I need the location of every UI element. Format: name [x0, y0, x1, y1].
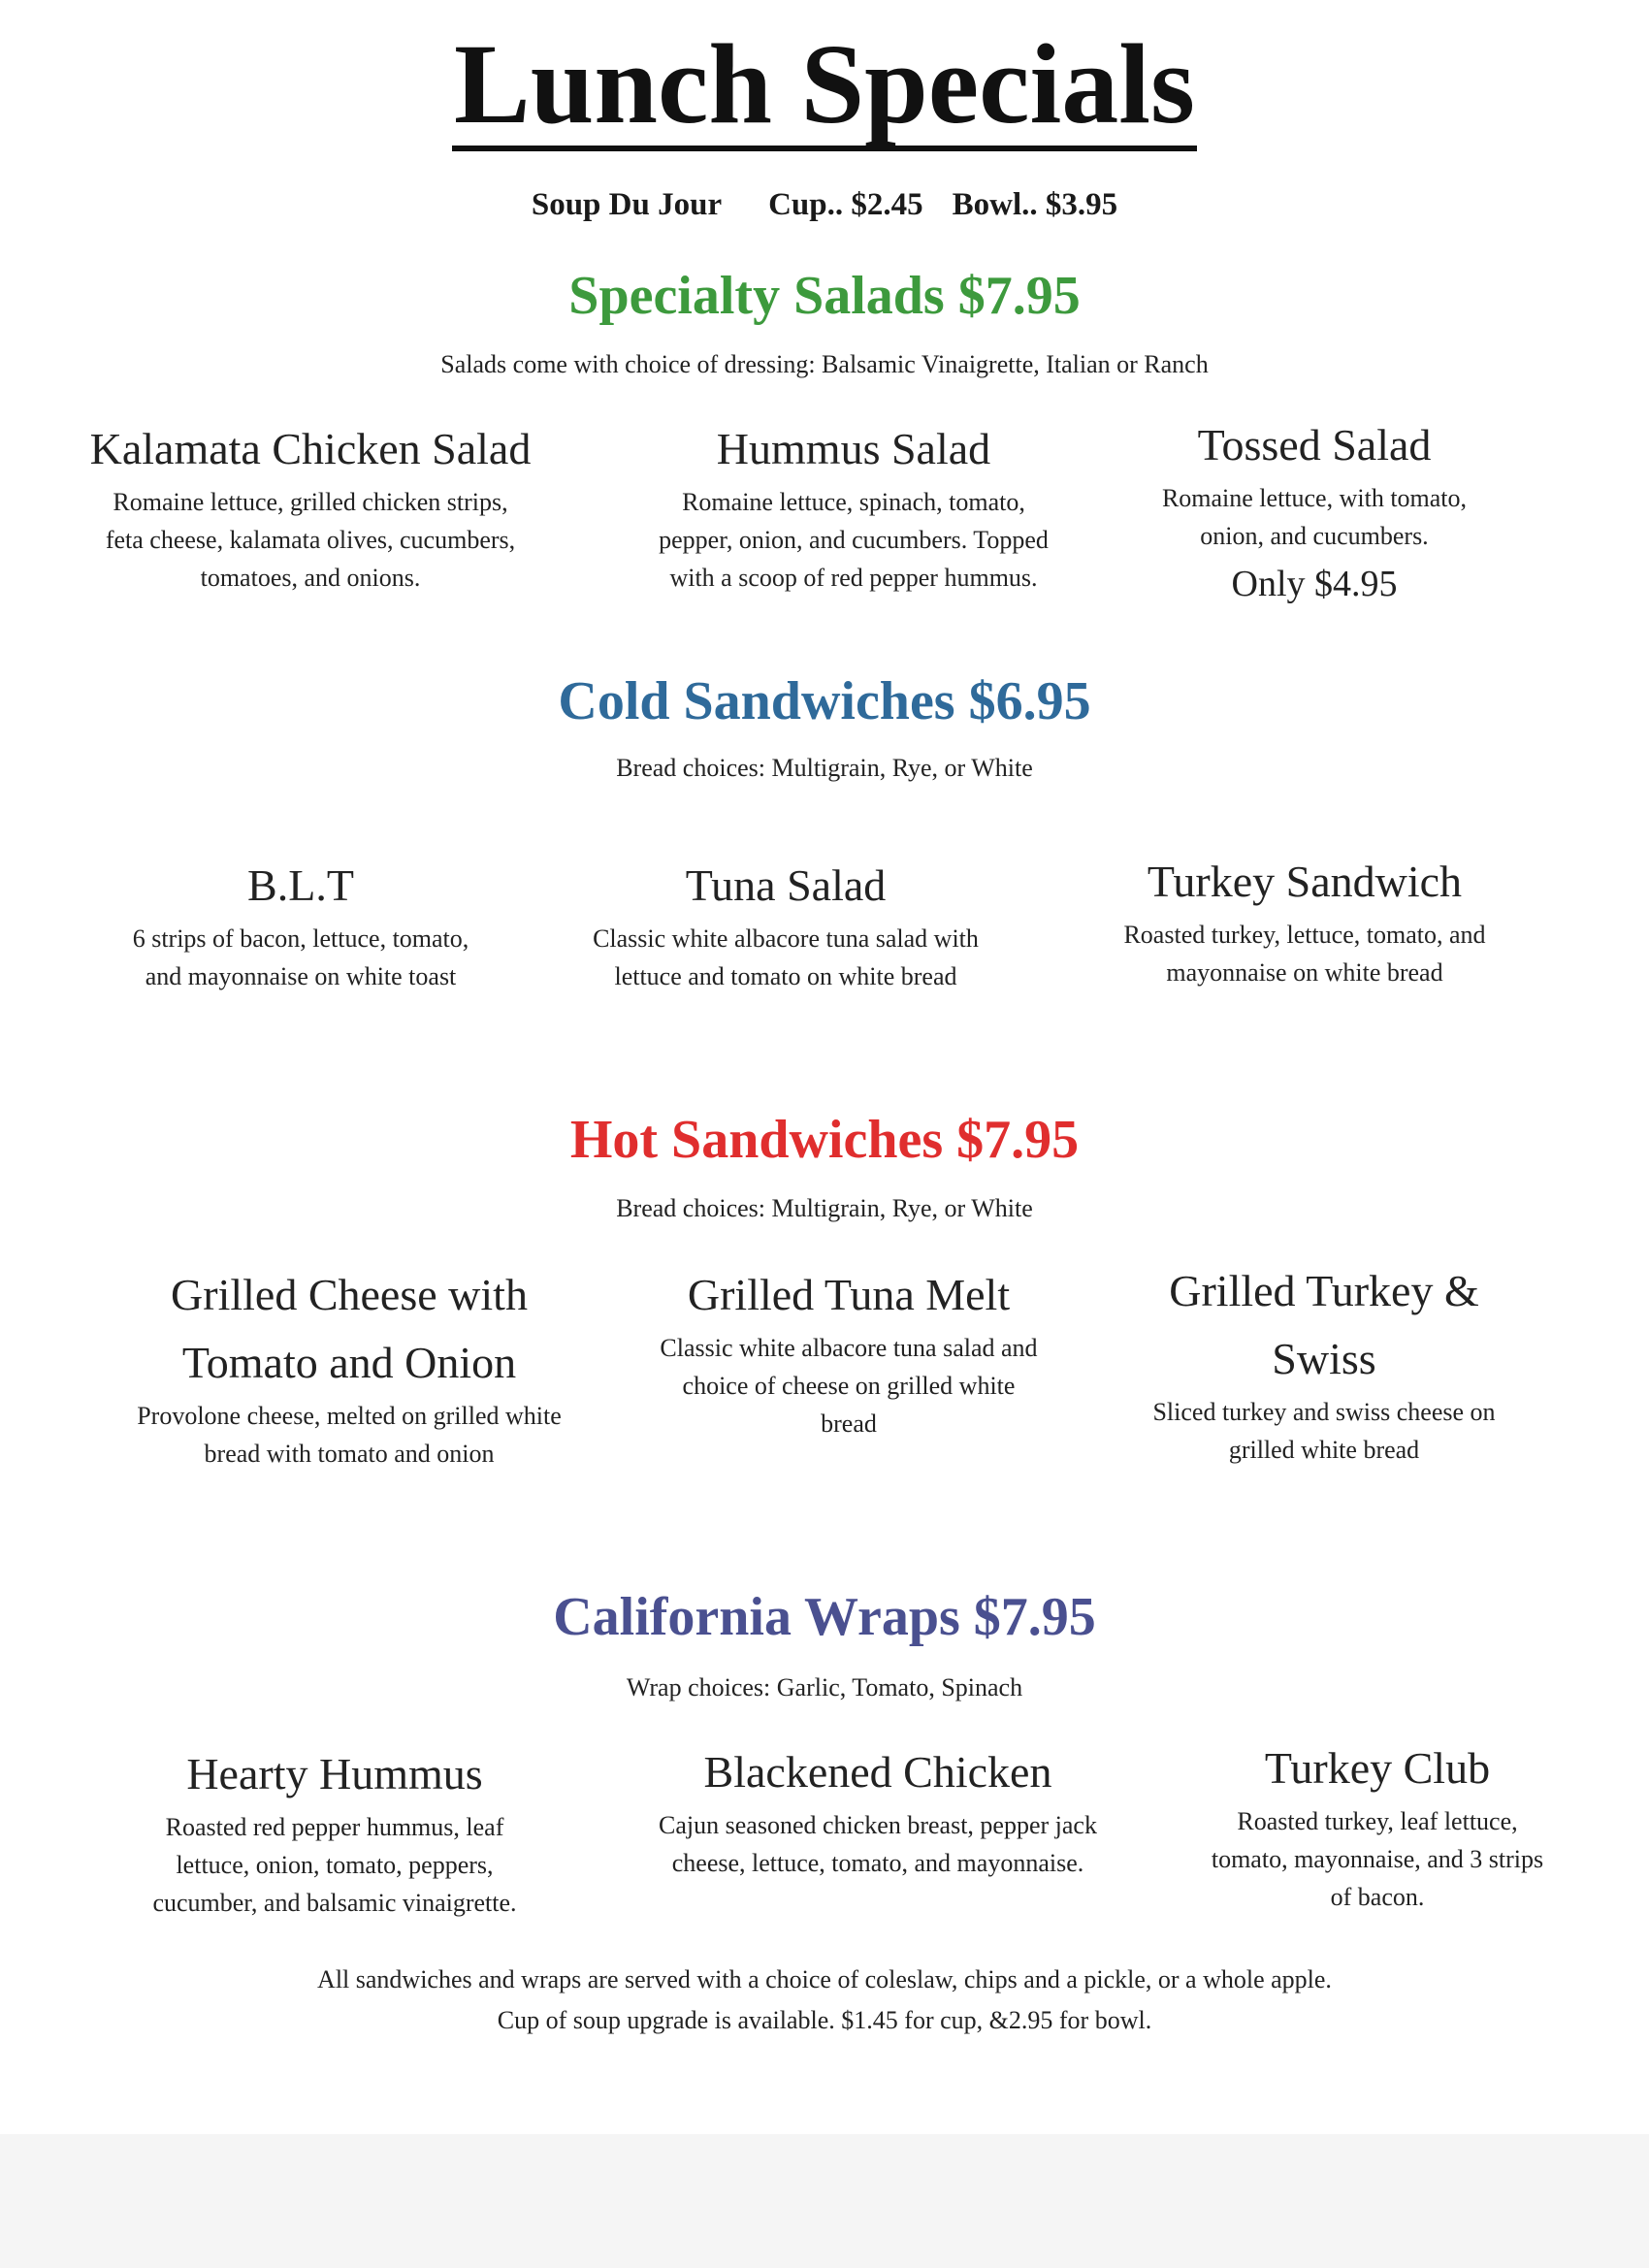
item-name: B.L.T — [247, 860, 354, 910]
menu-item-blt — [68, 852, 534, 995]
item-description — [87, 1808, 582, 1922]
item-desc-line: Classic white albacore tuna salad with — [593, 924, 979, 953]
item-name: Tossed Salad — [1197, 420, 1432, 470]
soup-bowl-price: Bowl.. $3.95 — [952, 187, 1118, 222]
item-name-line: Grilled Turkey & — [1169, 1266, 1479, 1315]
menu-item-blackened-chicken — [601, 1738, 1154, 1882]
section-title-salads: Specialty Salads $7.95 — [568, 266, 1081, 326]
item-name: Tuna Salad — [685, 860, 887, 910]
soup-label: Soup Du Jour — [531, 187, 723, 222]
item-description — [572, 483, 1135, 597]
item-desc-line: bread — [821, 1409, 877, 1438]
item-name: Grilled Tuna Melt — [687, 1270, 1011, 1319]
item-desc-line: cheese, lettuce, tomato, and mayonnaise. — [671, 1849, 1084, 1877]
item-description — [601, 1329, 1096, 1442]
item-desc-line: Cajun seasoned chicken breast, pepper jack — [659, 1811, 1097, 1839]
menu-item-hearty-hummus — [87, 1740, 582, 1922]
item-name: Blackened Chicken — [703, 1747, 1052, 1797]
section-title-hot-sandwiches: Hot Sandwiches $7.95 — [569, 1110, 1080, 1170]
section-subtitle-california-wraps: Wrap choices: Garlic, Tomato, Spinach — [626, 1673, 1023, 1701]
section-subtitle-salads: Salads come with choice of dressing: Balsamic Vinaigrette, Italian or Ranch — [440, 350, 1209, 378]
item-desc-line: feta cheese, kalamata olives, cucumbers, — [105, 526, 516, 554]
item-name: Hearty Hummus — [186, 1749, 483, 1798]
scan-margin — [0, 2134, 1649, 2268]
menu-item-grilled-turkey-swiss — [1086, 1257, 1562, 1469]
item-desc-line: cucumber, and balsamic vinaigrette. — [152, 1889, 517, 1917]
item-name — [1086, 1257, 1562, 1393]
menu-item-grilled-cheese — [78, 1261, 621, 1473]
item-desc-line: of bacon. — [1330, 1883, 1425, 1911]
page-title-text: Lunch Specials — [452, 27, 1197, 151]
soup-line — [0, 182, 1649, 227]
menu-item-kalamata-chicken-salad — [19, 415, 601, 597]
footer-note-sides: All sandwiches and wraps are served with a choice of coleslaw, chips and a pickle, or a whole apple. — [317, 1965, 1332, 1993]
item-desc-line: 6 strips of bacon, lettuce, tomato, — [132, 924, 469, 953]
item-desc-line: Roasted red pepper hummus, leaf — [165, 1813, 504, 1841]
section-title-cold-sandwiches: Cold Sandwiches $6.95 — [558, 671, 1091, 731]
item-name: Hummus Salad — [716, 424, 991, 473]
item-desc-line: Romaine lettuce, grilled chicken strips, — [113, 488, 508, 516]
item-description — [78, 1397, 621, 1473]
item-description — [543, 920, 1028, 995]
item-desc-line: lettuce, onion, tomato, peppers, — [176, 1851, 494, 1879]
item-desc-line: grilled white bread — [1228, 1436, 1420, 1464]
item-desc-line: tomatoes, and onions. — [200, 564, 421, 592]
item-desc-line: with a scoop of red pepper hummus. — [669, 564, 1038, 592]
item-desc-line: and mayonnaise on white toast — [145, 962, 457, 990]
menu-item-tuna-salad — [543, 852, 1028, 995]
item-desc-line: Classic white albacore tuna salad and — [660, 1334, 1038, 1362]
menu-item-turkey-club — [1145, 1734, 1610, 1916]
item-desc-line: Romaine lettuce, spinach, tomato, — [682, 488, 1025, 516]
item-desc-line: Romaine lettuce, with tomato, — [1161, 484, 1468, 512]
item-desc-line: pepper, onion, and cucumbers. Topped — [659, 526, 1049, 554]
section-subtitle-cold-sandwiches: Bread choices: Multigrain, Rye, or White — [616, 754, 1033, 782]
item-name-line: Grilled Cheese with — [171, 1270, 528, 1319]
item-desc-line: Provolone cheese, melted on grilled white — [137, 1402, 562, 1430]
item-desc-line: mayonnaise on white bread — [1166, 958, 1443, 987]
page-title — [0, 21, 1649, 151]
menu-item-tossed-salad — [1077, 411, 1552, 611]
item-desc-line: Roasted turkey, leaf lettuce, — [1237, 1807, 1518, 1835]
item-description — [1057, 916, 1552, 991]
item-description — [19, 483, 601, 597]
item-name: Kalamata Chicken Salad — [89, 424, 532, 473]
item-desc-line: tomato, mayonnaise, and 3 strips — [1211, 1845, 1544, 1873]
item-description — [1086, 1393, 1562, 1469]
item-desc-line: bread with tomato and onion — [204, 1440, 495, 1468]
item-desc-line: choice of cheese on grilled white — [682, 1372, 1016, 1400]
item-description — [1077, 479, 1552, 555]
section-subtitle-hot-sandwiches: Bread choices: Multigrain, Rye, or White — [616, 1194, 1033, 1222]
section-title-california-wraps: California Wraps $7.95 — [553, 1587, 1096, 1647]
item-description — [1145, 1802, 1610, 1916]
item-description — [601, 1806, 1154, 1882]
soup-cup-price: Cup.. $2.45 — [768, 187, 923, 222]
menu-item-turkey-sandwich — [1057, 848, 1552, 991]
item-description — [68, 920, 534, 995]
footer-note-soup-upgrade: Cup of soup upgrade is available. $1.45 for cup, &2.95 for bowl. — [497, 2006, 1152, 2034]
item-desc-line: Roasted turkey, lettuce, tomato, and — [1123, 921, 1486, 949]
item-desc-line: lettuce and tomato on white bread — [614, 962, 957, 990]
item-name-line: Tomato and Onion — [181, 1338, 517, 1387]
item-price: Only $4.95 — [1231, 564, 1398, 604]
item-name — [78, 1261, 621, 1397]
item-name-line: Swiss — [1272, 1334, 1376, 1383]
item-name: Turkey Club — [1264, 1743, 1491, 1793]
item-desc-line: onion, and cucumbers. — [1200, 522, 1429, 550]
menu-item-grilled-tuna-melt — [601, 1261, 1096, 1442]
item-name: Turkey Sandwich — [1147, 857, 1463, 906]
item-desc-line: Sliced turkey and swiss cheese on — [1152, 1398, 1496, 1426]
menu-item-hummus-salad — [572, 415, 1135, 597]
